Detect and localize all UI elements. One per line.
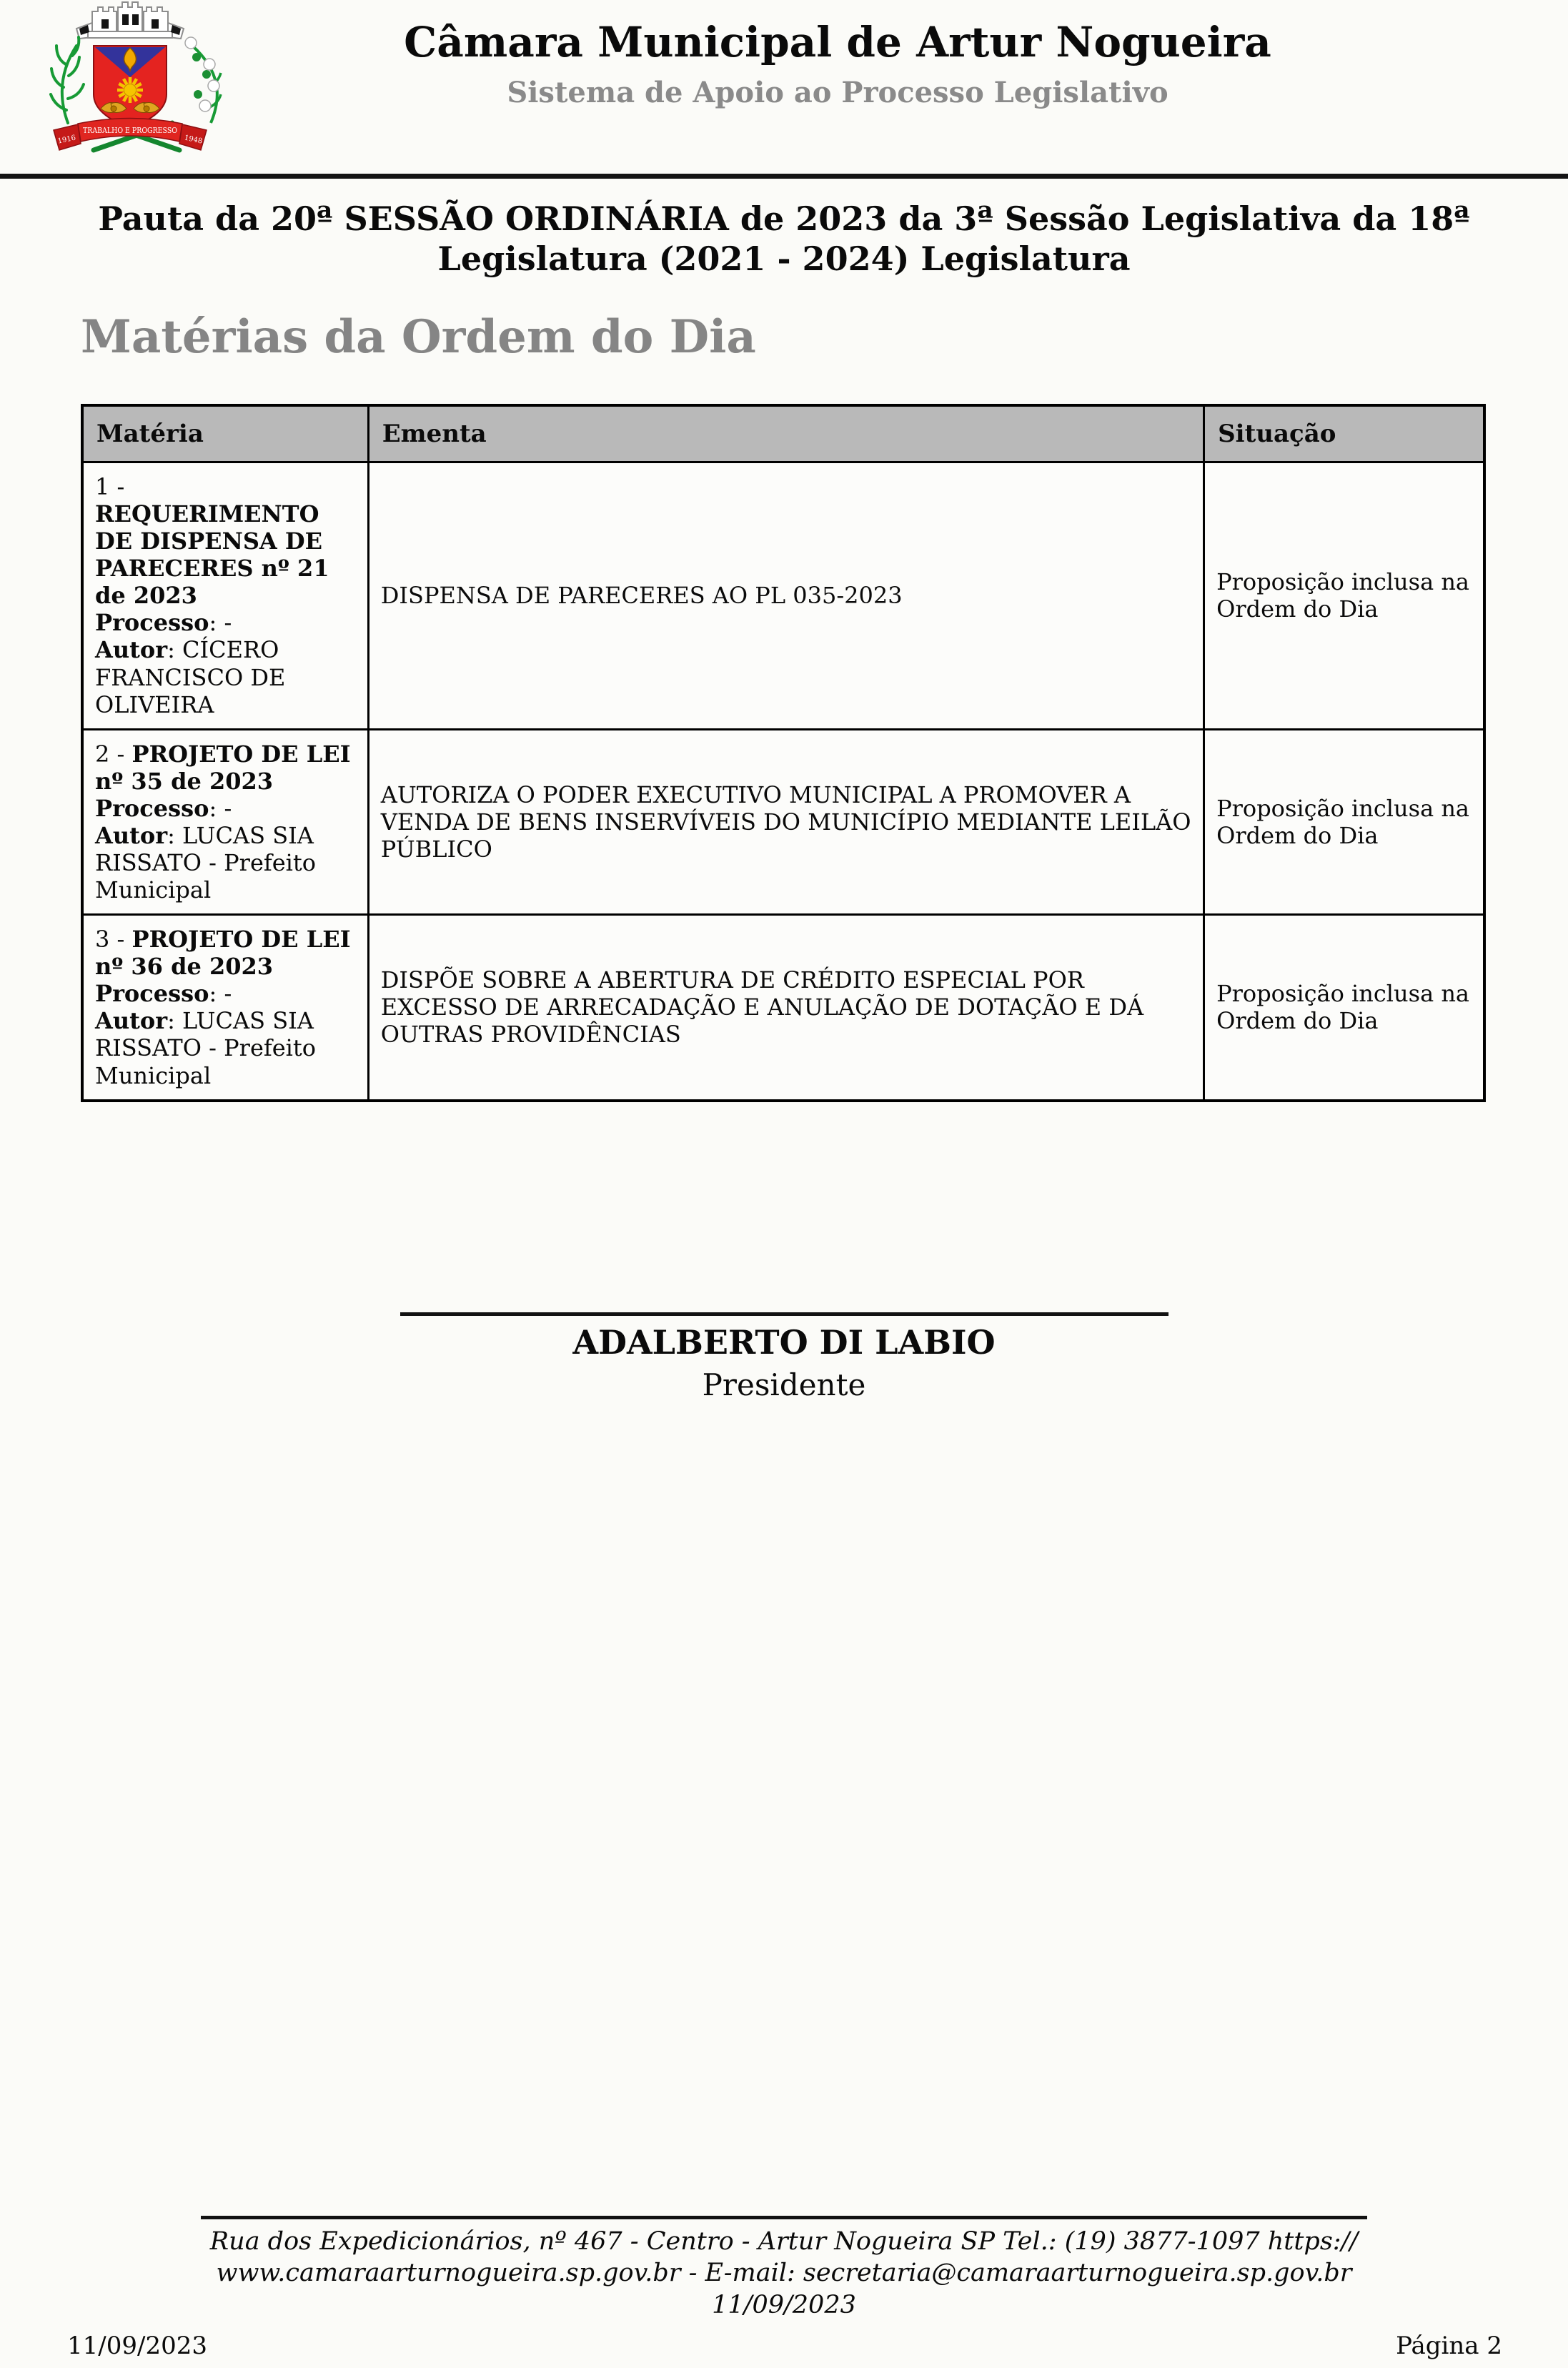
- materia-title: PROJETO DE LEI nº 36 de 2023: [95, 926, 351, 981]
- autor-value: : LUCAS SIA RISSATO - Prefeito Municipal: [95, 1007, 317, 1089]
- situacao-cell: Proposição inclusa na Ordem do Dia: [1204, 729, 1484, 914]
- signature-name: ADALBERTO DI LABIO: [572, 1323, 996, 1362]
- ementa-cell: DISPENSA DE PARECERES AO PL 035-2023: [368, 462, 1204, 730]
- materia-cell: [82, 729, 368, 914]
- footer-address-block: [82, 2226, 1486, 2321]
- autor-value: : CÍCERO FRANCISCO DE OLIVEIRA: [95, 636, 286, 718]
- autor-label: Autor: [95, 636, 168, 664]
- materias-table: [81, 404, 1486, 1102]
- signature-block: [0, 1312, 1568, 1402]
- corn-branch-icon: [51, 37, 84, 123]
- processo-value: : -: [209, 794, 232, 822]
- materia-title: PROJETO DE LEI nº 35 de 2023: [95, 740, 351, 795]
- ribbon-year-right: 1948: [183, 134, 204, 146]
- processo-label: Processo: [95, 794, 209, 822]
- situacao-cell: Proposição inclusa na Ordem do Dia: [1204, 462, 1484, 730]
- col-header-situacao: Situação: [1204, 405, 1484, 462]
- footer-address-line1: Rua dos Expedicionários, nº 467 - Centro - Artur Nogueira SP Tel.: (19) 3877-1097 https://: [209, 2227, 1359, 2256]
- shield-icon: [94, 46, 167, 128]
- processo-value: : -: [209, 980, 232, 1008]
- header-divider: [0, 174, 1568, 179]
- ementa-cell: AUTORIZA O PODER EXECUTIVO MUNICIPAL A PROMOVER A VENDA DE BENS INSERVÍVEIS DO MUNICÍPIO MEDIANTE LEILÃO PÚBLICO: [368, 729, 1204, 914]
- col-header-ementa: Ementa: [368, 405, 1204, 462]
- ementa-cell: DISPÕE SOBRE A ABERTURA DE CRÉDITO ESPECIAL POR EXCESSO DE ARRECADAÇÃO E ANULAÇÃO DE DOTAÇÃO E DÁ OUTRAS PROVIDÊNCIAS: [368, 915, 1204, 1101]
- col-header-materia: Matéria: [82, 405, 368, 462]
- materia-title: REQUERIMENTO DE DISPENSA DE PARECERES nº 21 de 2023: [95, 500, 329, 610]
- ribbon-banner: [54, 119, 207, 151]
- footer-divider: [201, 2216, 1367, 2219]
- situacao-cell: Proposição inclusa na Ordem do Dia: [1204, 915, 1484, 1101]
- signature-line: [400, 1312, 1168, 1316]
- autor-value: : LUCAS SIA RISSATO - Prefeito Municipal: [95, 821, 317, 904]
- footer-address-line2: www.camaraarturnogueira.sp.gov.br - E-mail: secretaria@camaraarturnogueira.sp.gov.br: [216, 2259, 1352, 2288]
- ribbon-year-left: 1916: [56, 134, 77, 146]
- materia-number: 1 -: [95, 473, 125, 500]
- header-text-block: [272, 20, 1404, 109]
- materia-number: 2 -: [95, 740, 132, 768]
- crown-icon: [76, 2, 184, 39]
- municipal-coat-of-arms-icon: [43, 1, 237, 167]
- table-header-row: [82, 405, 1484, 462]
- footer-date: 11/09/2023: [712, 2290, 856, 2319]
- cotton-branch-icon: [185, 37, 221, 123]
- ribbon-motto: TRABALHO E PROGRESSO: [83, 126, 177, 135]
- section-heading: Matérias da Ordem do Dia: [81, 310, 756, 364]
- system-subtitle: Sistema de Apoio ao Processo Legislativo: [507, 75, 1168, 109]
- materia-cell: [82, 462, 368, 730]
- processo-label: Processo: [95, 980, 209, 1008]
- table-row: [82, 729, 1484, 914]
- org-title: Câmara Municipal de Artur Nogueira: [404, 18, 1271, 66]
- table-row: [82, 462, 1484, 730]
- footer-page-number: Página 2: [1396, 2332, 1502, 2360]
- autor-label: Autor: [95, 821, 168, 849]
- signature-role: Presidente: [702, 1367, 866, 1402]
- processo-label: Processo: [95, 609, 209, 637]
- footer-bottom-date: 11/09/2023: [67, 2332, 207, 2360]
- footer-bottom-row: [67, 2332, 1502, 2360]
- session-title: Pauta da 20ª SESSÃO ORDINÁRIA de 2023 da 3ª Sessão Legislativa da 18ª Legislatura (2021 - 2024) Legislatura: [98, 199, 1470, 279]
- materia-cell: [82, 915, 368, 1101]
- table-row: [82, 915, 1484, 1101]
- materia-number: 3 -: [95, 926, 132, 953]
- autor-label: Autor: [95, 1007, 168, 1035]
- processo-value: : -: [209, 609, 232, 637]
